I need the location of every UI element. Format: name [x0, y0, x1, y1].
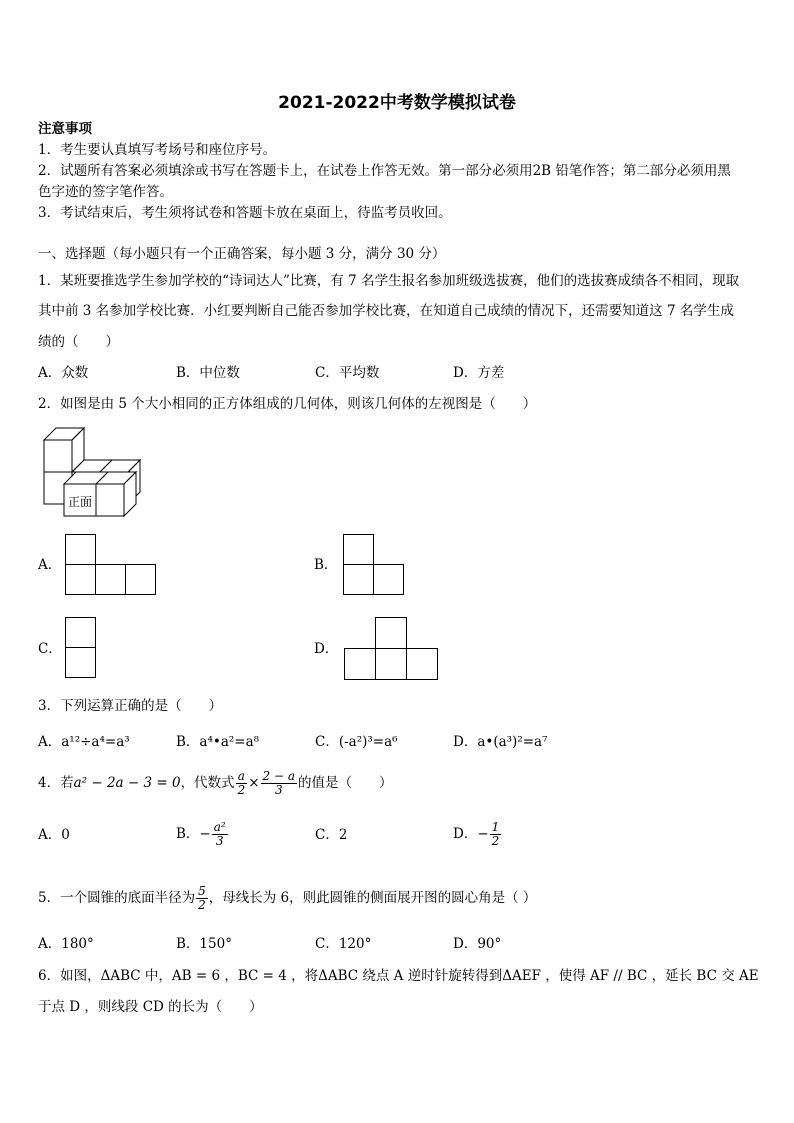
q4-option-d-label: D．−: [453, 826, 489, 842]
notice-item-2-cont: 色字迹的签字笔作答。: [38, 184, 173, 200]
q2-option-a-figure: [65, 534, 160, 598]
q4-fraction-1: [236, 770, 248, 797]
q5-fraction: [196, 885, 208, 912]
q5-fraction-denominator: 2: [198, 898, 206, 912]
notice-item-2: 2．试题所有答案必须填涂或书写在答题卡上，在试卷上作答无效。第一部分必须用2B 铅笔作答；第二部分必须用黑: [38, 163, 731, 179]
q4-option-d-numerator: 1: [491, 820, 500, 834]
q4-option-b-denominator: 3: [215, 834, 224, 848]
notice-item-3: 3．考试结束后，考生须将试卷和答题卡放在桌面上，待监考员收回。: [38, 205, 452, 221]
q4-fraction-2-denominator: 3: [274, 783, 283, 797]
q4-fraction-2-numerator: 2 − a: [262, 769, 295, 783]
q2-stem: 2．如图是由 5 个大小相同的正方体组成的几何体，则该几何体的左视图是（ ）: [38, 396, 537, 412]
q4-option-d-denominator: 2: [491, 834, 500, 848]
q5-option-c: C．120°: [315, 936, 372, 952]
q5-suffix: ，母线长为 6，则此圆锥的侧面展开图的圆心角是（ ）: [208, 890, 537, 906]
q4-option-c: C．2: [315, 827, 348, 843]
q1-line-2: 其中前 3 名参加学校比赛．小红要判断自己能否参加学校比赛，在知道自己成绩的情况下，还需要知道这 7 名学生成: [38, 303, 734, 319]
q4-option-d: [453, 815, 502, 853]
q4-option-b: [176, 815, 229, 853]
q1-option-a: A．众数: [38, 365, 89, 381]
q2-option-a: A．: [38, 557, 62, 573]
q4-option-b-label: B．−: [176, 826, 211, 842]
q4-option-a: A．0: [38, 827, 70, 843]
q5-prefix: 5．一个圆锥的底面半径为: [38, 890, 196, 906]
q5-fraction-numerator: 5: [198, 884, 206, 898]
q4-times: ×: [248, 775, 260, 791]
q2-option-d-figure: [344, 617, 441, 681]
page-title: 2021-2022中考数学模拟试卷: [278, 93, 516, 113]
q1-line-3: 绩的（ ）: [38, 334, 119, 350]
q3-option-c: C．(-a²)³=a⁶: [315, 734, 398, 750]
q6-line-2: 于点 D ，则线段 CD 的长为（ ）: [38, 999, 263, 1015]
section-heading: 一、选择题（每小题只有一个正确答案，每小题 3 分，满分 30 分）: [38, 246, 446, 262]
q3-stem: 3．下列运算正确的是（ ）: [38, 698, 223, 714]
q1-option-d: D．方差: [453, 365, 505, 381]
q2-option-b: B．: [314, 557, 338, 573]
q5-option-d: D．90°: [453, 936, 502, 952]
q2-option-b-figure: [343, 534, 407, 598]
q4-suffix: 的值是（ ）: [298, 775, 393, 791]
q4-prefix: 4．若: [38, 775, 74, 791]
q5-option-b: B．150°: [176, 936, 232, 952]
q2-option-c: C．: [38, 641, 62, 657]
q4-fraction-2: [261, 770, 297, 797]
q2-option-c-figure: [65, 617, 99, 681]
q2-solid-figure-front: [40, 424, 152, 520]
notice-item-1: 1．考生要认真填写考场号和座位序号。: [38, 142, 277, 158]
q1-option-b: B．中位数: [176, 365, 240, 381]
q2-front-label: 正面: [68, 495, 93, 509]
q3-option-a: A．a¹²÷a⁴=a³: [38, 734, 130, 750]
q5-option-a: A．180°: [38, 936, 94, 952]
q4-option-b-fraction: [212, 821, 228, 848]
q1-line-1: 1．某班要推选学生参加学校的“诗词达人”比赛，有 7 名学生报名参加班级选拔赛，他们的选拔赛成绩各不相同，现取: [38, 273, 740, 289]
q1-option-c: C．平均数: [315, 365, 380, 381]
q4-option-d-fraction: [490, 821, 502, 848]
q3-option-b: B．a⁴•a²=a⁸: [176, 734, 260, 750]
q4-option-b-numerator: a²: [213, 820, 226, 834]
notice-heading: 注意事项: [38, 121, 92, 137]
q2-option-d: D．: [314, 641, 339, 657]
q4-stem: [38, 768, 393, 798]
q4-fraction-1-denominator: 2: [237, 783, 246, 797]
q4-middle: ，代数式: [180, 775, 235, 791]
q6-line-1: 6．如图，ΔABC 中，AB = 6 ，BC = 4 ，将ΔABC 绕点 A 逆时针旋转得到ΔAEF ，使得 AF // BC ，延长 BC 交 AE: [38, 968, 759, 984]
q3-option-d: D．a•(a³)²=a⁷: [453, 734, 548, 750]
q5-stem: [38, 880, 536, 916]
q4-fraction-1-numerator: a: [236, 770, 248, 784]
q4-equation: a² − 2a − 3 = 0: [73, 775, 181, 791]
